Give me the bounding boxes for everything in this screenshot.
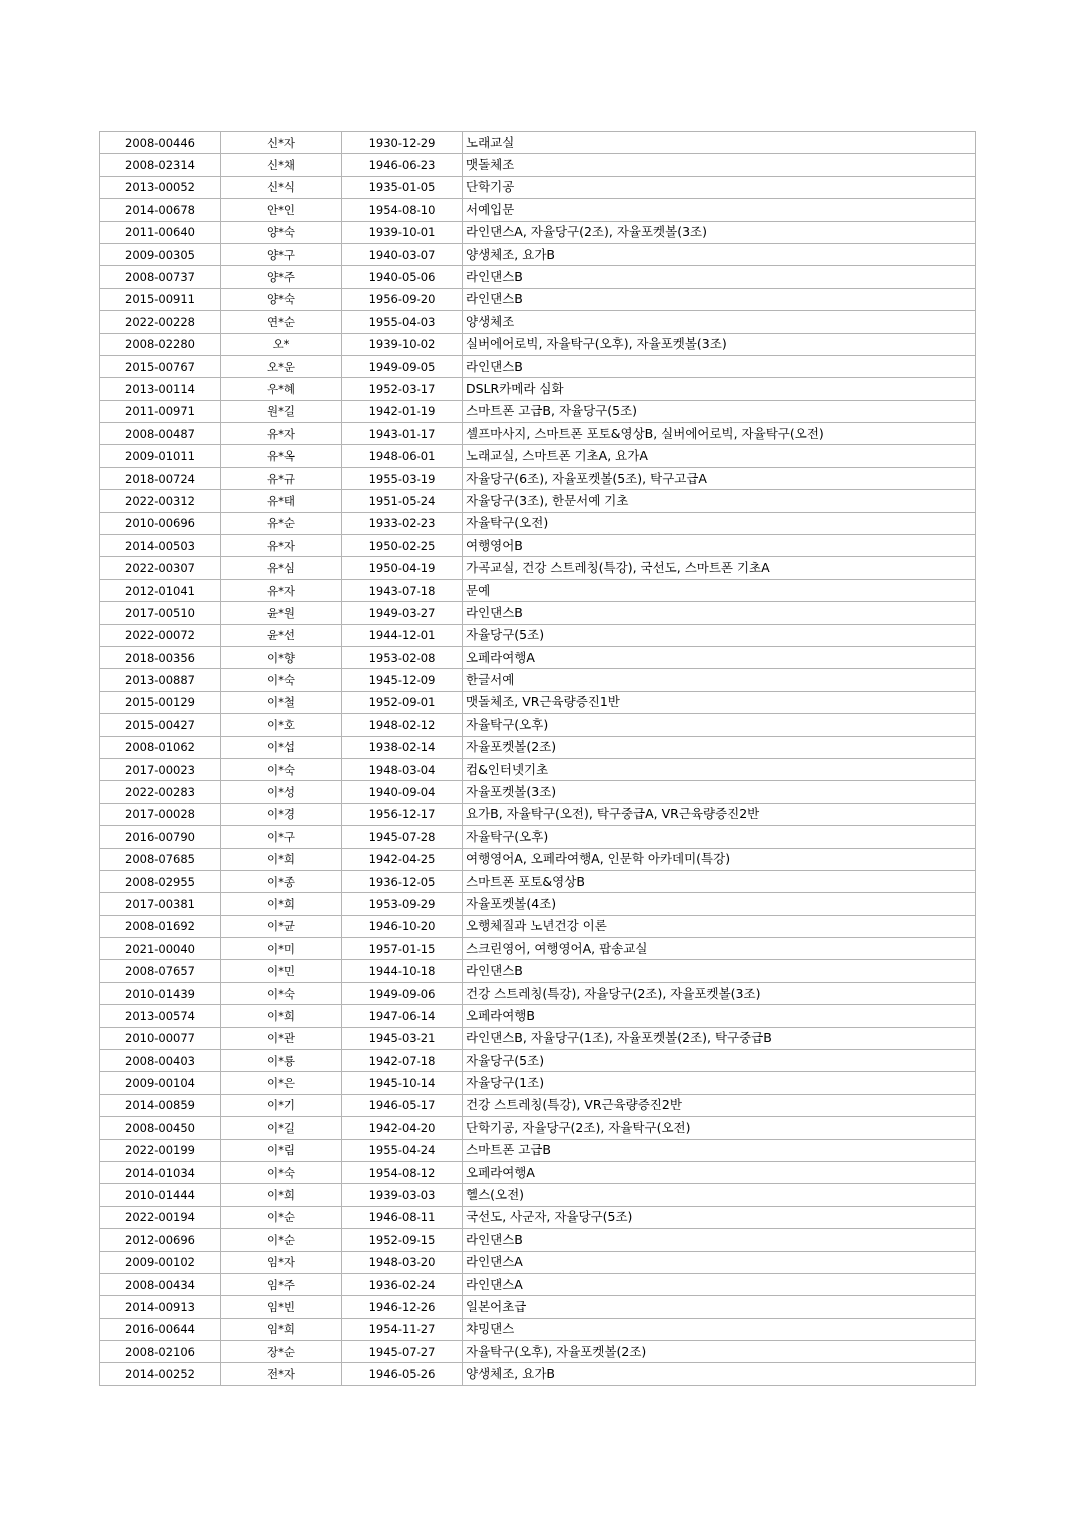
- programs-cell: 맷돌체조: [463, 154, 976, 176]
- programs-cell: 자율포켓볼(2조): [463, 736, 976, 758]
- birth-date-cell: 1956-12-17: [342, 803, 463, 825]
- member-name-cell: 오*: [221, 333, 342, 355]
- member-name-cell: 이*관: [221, 1027, 342, 1049]
- table-row: [100, 893, 976, 915]
- birth-date-cell: 1939-10-01: [342, 221, 463, 243]
- table-row: [100, 490, 976, 512]
- birth-date-cell: 1942-07-18: [342, 1050, 463, 1072]
- member-id-cell: 2014-00913: [100, 1296, 221, 1318]
- birth-date-cell: 1944-12-01: [342, 624, 463, 646]
- member-id-cell: 2021-00040: [100, 938, 221, 960]
- member-id-cell: 2022-00312: [100, 490, 221, 512]
- birth-date-cell: 1955-04-24: [342, 1139, 463, 1161]
- member-name-cell: 임*주: [221, 1273, 342, 1295]
- member-id-cell: 2022-00283: [100, 781, 221, 803]
- programs-cell: 라인댄스B: [463, 355, 976, 377]
- table-row: [100, 669, 976, 691]
- member-name-cell: 이*종: [221, 870, 342, 892]
- member-name-cell: 신*식: [221, 176, 342, 198]
- birth-date-cell: 1945-07-28: [342, 826, 463, 848]
- programs-cell: DSLR카메라 심화: [463, 378, 976, 400]
- member-id-cell: 2011-00640: [100, 221, 221, 243]
- table-row: [100, 1117, 976, 1139]
- member-id-cell: 2013-00052: [100, 176, 221, 198]
- birth-date-cell: 1947-06-14: [342, 1005, 463, 1027]
- member-name-cell: 이*호: [221, 714, 342, 736]
- table-row: [100, 378, 976, 400]
- table-row: [100, 982, 976, 1004]
- member-name-cell: 이*균: [221, 915, 342, 937]
- programs-cell: 자율당구(1조): [463, 1072, 976, 1094]
- table-row: [100, 355, 976, 377]
- programs-cell: 오페라여행A: [463, 646, 976, 668]
- member-name-cell: 이*숙: [221, 1161, 342, 1183]
- table-row: [100, 646, 976, 668]
- programs-cell: 라인댄스B: [463, 602, 976, 624]
- member-name-cell: 임*자: [221, 1251, 342, 1273]
- table-row: [100, 915, 976, 937]
- member-name-cell: 이*숙: [221, 669, 342, 691]
- table-row: [100, 400, 976, 422]
- birth-date-cell: 1950-02-25: [342, 535, 463, 557]
- programs-cell: 자율탁구(오전): [463, 512, 976, 534]
- table-row: [100, 333, 976, 355]
- birth-date-cell: 1955-04-03: [342, 311, 463, 333]
- member-id-cell: 2008-00434: [100, 1273, 221, 1295]
- programs-cell: 양생체조, 요가B: [463, 1363, 976, 1385]
- table-row: [100, 1206, 976, 1228]
- member-id-cell: 2012-01041: [100, 579, 221, 601]
- member-id-cell: 2016-00790: [100, 826, 221, 848]
- member-id-cell: 2016-00644: [100, 1318, 221, 1340]
- member-id-cell: 2008-02280: [100, 333, 221, 355]
- member-name-cell: 전*자: [221, 1363, 342, 1385]
- member-name-cell: 이*희: [221, 1184, 342, 1206]
- table-row: [100, 243, 976, 265]
- member-id-cell: 2008-02314: [100, 154, 221, 176]
- member-name-cell: 이*순: [221, 1206, 342, 1228]
- birth-date-cell: 1945-12-09: [342, 669, 463, 691]
- table-row: [100, 176, 976, 198]
- table-row: [100, 1229, 976, 1251]
- table-row: [100, 1273, 976, 1295]
- birth-date-cell: 1939-10-02: [342, 333, 463, 355]
- birth-date-cell: 1955-03-19: [342, 467, 463, 489]
- member-name-cell: 이*민: [221, 960, 342, 982]
- birth-date-cell: 1953-02-08: [342, 646, 463, 668]
- table-row: [100, 1027, 976, 1049]
- table-row: [100, 1094, 976, 1116]
- programs-cell: 오페라여행A: [463, 1161, 976, 1183]
- programs-cell: 양생체조, 요가B: [463, 243, 976, 265]
- member-id-cell: 2008-00446: [100, 132, 221, 154]
- member-name-cell: 유*옥: [221, 445, 342, 467]
- member-id-cell: 2013-00114: [100, 378, 221, 400]
- programs-cell: 자율탁구(오후): [463, 714, 976, 736]
- member-name-cell: 임*희: [221, 1318, 342, 1340]
- member-name-cell: 유*자: [221, 579, 342, 601]
- member-name-cell: 안*인: [221, 199, 342, 221]
- member-id-cell: 2008-01692: [100, 915, 221, 937]
- table-row: [100, 311, 976, 333]
- member-id-cell: 2018-00356: [100, 646, 221, 668]
- member-id-cell: 2008-07685: [100, 848, 221, 870]
- member-id-cell: 2015-00911: [100, 288, 221, 310]
- birth-date-cell: 1954-08-10: [342, 199, 463, 221]
- member-name-cell: 임*빈: [221, 1296, 342, 1318]
- member-id-cell: 2017-00510: [100, 602, 221, 624]
- programs-cell: 일본어초급: [463, 1296, 976, 1318]
- member-id-cell: 2017-00381: [100, 893, 221, 915]
- table-row: [100, 826, 976, 848]
- member-id-cell: 2008-00450: [100, 1117, 221, 1139]
- birth-date-cell: 1939-03-03: [342, 1184, 463, 1206]
- birth-date-cell: 1949-09-05: [342, 355, 463, 377]
- birth-date-cell: 1946-10-20: [342, 915, 463, 937]
- programs-cell: 자율당구(3조), 한문서예 기초: [463, 490, 976, 512]
- programs-cell: 라인댄스B: [463, 1229, 976, 1251]
- member-id-cell: 2010-01444: [100, 1184, 221, 1206]
- programs-cell: 여행영어B: [463, 535, 976, 557]
- birth-date-cell: 1945-10-14: [342, 1072, 463, 1094]
- programs-cell: 오페라여행B: [463, 1005, 976, 1027]
- member-id-cell: 2017-00023: [100, 758, 221, 780]
- member-table: [99, 131, 976, 1386]
- birth-date-cell: 1948-02-12: [342, 714, 463, 736]
- programs-cell: 라인댄스B: [463, 288, 976, 310]
- programs-cell: 라인댄스A, 자율당구(2조), 자율포켓볼(3조): [463, 221, 976, 243]
- member-name-cell: 이*룡: [221, 1050, 342, 1072]
- table-row: [100, 1161, 976, 1183]
- member-id-cell: 2017-00028: [100, 803, 221, 825]
- member-name-cell: 유*순: [221, 512, 342, 534]
- member-name-cell: 양*구: [221, 243, 342, 265]
- birth-date-cell: 1952-03-17: [342, 378, 463, 400]
- table-row: [100, 691, 976, 713]
- member-id-cell: 2014-00678: [100, 199, 221, 221]
- member-id-cell: 2015-00129: [100, 691, 221, 713]
- member-id-cell: 2010-01439: [100, 982, 221, 1004]
- member-name-cell: 오*운: [221, 355, 342, 377]
- birth-date-cell: 1940-05-06: [342, 266, 463, 288]
- member-name-cell: 이*섭: [221, 736, 342, 758]
- birth-date-cell: 1950-04-19: [342, 557, 463, 579]
- table-row: [100, 1341, 976, 1363]
- programs-cell: 한글서예: [463, 669, 976, 691]
- programs-cell: 실버에어로빅, 자율탁구(오후), 자율포켓볼(3조): [463, 333, 976, 355]
- birth-date-cell: 1936-02-24: [342, 1273, 463, 1295]
- member-name-cell: 이*길: [221, 1117, 342, 1139]
- member-id-cell: 2022-00072: [100, 624, 221, 646]
- member-id-cell: 2008-00487: [100, 423, 221, 445]
- programs-cell: 자율포켓볼(3조): [463, 781, 976, 803]
- programs-cell: 단학기공: [463, 176, 976, 198]
- member-id-cell: 2014-01034: [100, 1161, 221, 1183]
- programs-cell: 라인댄스B: [463, 960, 976, 982]
- programs-cell: 라인댄스B: [463, 266, 976, 288]
- member-id-cell: 2018-00724: [100, 467, 221, 489]
- member-name-cell: 이*순: [221, 1229, 342, 1251]
- programs-cell: 가곡교실, 건강 스트레칭(특강), 국선도, 스마트폰 기초A: [463, 557, 976, 579]
- table-row: [100, 221, 976, 243]
- member-name-cell: 이*숙: [221, 982, 342, 1004]
- birth-date-cell: 1936-12-05: [342, 870, 463, 892]
- programs-cell: 문예: [463, 579, 976, 601]
- table-row: [100, 1251, 976, 1273]
- table-row: [100, 781, 976, 803]
- table-row: [100, 736, 976, 758]
- member-name-cell: 이*경: [221, 803, 342, 825]
- table-row: [100, 803, 976, 825]
- birth-date-cell: 1954-08-12: [342, 1161, 463, 1183]
- birth-date-cell: 1951-05-24: [342, 490, 463, 512]
- table-row: [100, 154, 976, 176]
- table-row: [100, 870, 976, 892]
- member-id-cell: 2008-02955: [100, 870, 221, 892]
- table-row: [100, 132, 976, 154]
- member-id-cell: 2010-00696: [100, 512, 221, 534]
- table-row: [100, 624, 976, 646]
- birth-date-cell: 1942-01-19: [342, 400, 463, 422]
- member-name-cell: 양*숙: [221, 288, 342, 310]
- birth-date-cell: 1948-03-20: [342, 1251, 463, 1273]
- member-name-cell: 이*림: [221, 1139, 342, 1161]
- birth-date-cell: 1956-09-20: [342, 288, 463, 310]
- birth-date-cell: 1946-12-26: [342, 1296, 463, 1318]
- birth-date-cell: 1946-06-23: [342, 154, 463, 176]
- programs-cell: 건강 스트레칭(특강), VR근육량증진2반: [463, 1094, 976, 1116]
- member-id-cell: 2014-00503: [100, 535, 221, 557]
- member-id-cell: 2014-00252: [100, 1363, 221, 1385]
- member-name-cell: 유*자: [221, 423, 342, 445]
- table-row: [100, 579, 976, 601]
- member-name-cell: 이*희: [221, 893, 342, 915]
- programs-cell: 헬스(오전): [463, 1184, 976, 1206]
- programs-cell: 단학기공, 자율당구(2조), 자율탁구(오전): [463, 1117, 976, 1139]
- programs-cell: 노래교실, 스마트폰 기초A, 요가A: [463, 445, 976, 467]
- birth-date-cell: 1945-03-21: [342, 1027, 463, 1049]
- member-id-cell: 2013-00574: [100, 1005, 221, 1027]
- table-row: [100, 1318, 976, 1340]
- member-id-cell: 2008-00737: [100, 266, 221, 288]
- member-name-cell: 이*은: [221, 1072, 342, 1094]
- member-name-cell: 우*혜: [221, 378, 342, 400]
- member-id-cell: 2022-00228: [100, 311, 221, 333]
- birth-date-cell: 1954-11-27: [342, 1318, 463, 1340]
- member-name-cell: 이*구: [221, 826, 342, 848]
- birth-date-cell: 1945-07-27: [342, 1341, 463, 1363]
- member-id-cell: 2009-00104: [100, 1072, 221, 1094]
- programs-cell: 요가B, 자율탁구(오전), 탁구중급A, VR근육량증진2반: [463, 803, 976, 825]
- programs-cell: 노래교실: [463, 132, 976, 154]
- birth-date-cell: 1953-09-29: [342, 893, 463, 915]
- member-id-cell: 2022-00199: [100, 1139, 221, 1161]
- birth-date-cell: 1948-03-04: [342, 758, 463, 780]
- birth-date-cell: 1949-03-27: [342, 602, 463, 624]
- member-id-cell: 2008-00403: [100, 1050, 221, 1072]
- programs-cell: 자율포켓볼(4조): [463, 893, 976, 915]
- programs-cell: 스마트폰 포토&영상B: [463, 870, 976, 892]
- programs-cell: 자율당구(5조): [463, 624, 976, 646]
- table-row: [100, 445, 976, 467]
- birth-date-cell: 1948-06-01: [342, 445, 463, 467]
- member-id-cell: 2011-00971: [100, 400, 221, 422]
- programs-cell: 맷돌체조, VR근육량증진1반: [463, 691, 976, 713]
- table-row: [100, 557, 976, 579]
- member-name-cell: 이*성: [221, 781, 342, 803]
- programs-cell: 스크린영어, 여행영어A, 팝송교실: [463, 938, 976, 960]
- birth-date-cell: 1942-04-20: [342, 1117, 463, 1139]
- member-id-cell: 2008-07657: [100, 960, 221, 982]
- birth-date-cell: 1930-12-29: [342, 132, 463, 154]
- table-row: [100, 758, 976, 780]
- member-id-cell: 2013-00887: [100, 669, 221, 691]
- table-row: [100, 1296, 976, 1318]
- member-name-cell: 이*희: [221, 848, 342, 870]
- member-name-cell: 유*심: [221, 557, 342, 579]
- table-row: [100, 1005, 976, 1027]
- member-name-cell: 이*기: [221, 1094, 342, 1116]
- programs-cell: 스마트폰 고급B, 자율당구(5조): [463, 400, 976, 422]
- table-row: [100, 1139, 976, 1161]
- member-name-cell: 양*주: [221, 266, 342, 288]
- programs-cell: 라인댄스A: [463, 1251, 976, 1273]
- member-name-cell: 이*철: [221, 691, 342, 713]
- programs-cell: 여행영어A, 오페라여행A, 인문학 아카데미(특강): [463, 848, 976, 870]
- birth-date-cell: 1946-05-17: [342, 1094, 463, 1116]
- programs-cell: 국선도, 사군자, 자율당구(5조): [463, 1206, 976, 1228]
- birth-date-cell: 1943-07-18: [342, 579, 463, 601]
- member-id-cell: 2009-01011: [100, 445, 221, 467]
- member-id-cell: 2008-01062: [100, 736, 221, 758]
- programs-cell: 컴&인터넷기초: [463, 758, 976, 780]
- birth-date-cell: 1957-01-15: [342, 938, 463, 960]
- programs-cell: 라인댄스B, 자율당구(1조), 자율포켓볼(2조), 탁구중급B: [463, 1027, 976, 1049]
- table-row: [100, 714, 976, 736]
- programs-cell: 서예입문: [463, 199, 976, 221]
- member-name-cell: 신*자: [221, 132, 342, 154]
- programs-cell: 챠밍댄스: [463, 1318, 976, 1340]
- programs-cell: 자율당구(5조): [463, 1050, 976, 1072]
- member-name-cell: 유*규: [221, 467, 342, 489]
- member-name-cell: 연*순: [221, 311, 342, 333]
- table-row: [100, 199, 976, 221]
- member-id-cell: 2009-00305: [100, 243, 221, 265]
- member-name-cell: 윤*선: [221, 624, 342, 646]
- table-row: [100, 938, 976, 960]
- table-row: [100, 960, 976, 982]
- programs-cell: 라인댄스A: [463, 1273, 976, 1295]
- member-name-cell: 신*채: [221, 154, 342, 176]
- birth-date-cell: 1952-09-15: [342, 1229, 463, 1251]
- birth-date-cell: 1940-09-04: [342, 781, 463, 803]
- member-id-cell: 2008-02106: [100, 1341, 221, 1363]
- member-name-cell: 윤*원: [221, 602, 342, 624]
- birth-date-cell: 1949-09-06: [342, 982, 463, 1004]
- table-row: [100, 266, 976, 288]
- member-id-cell: 2009-00102: [100, 1251, 221, 1273]
- member-id-cell: 2015-00427: [100, 714, 221, 736]
- member-name-cell: 장*순: [221, 1341, 342, 1363]
- member-table-body: [100, 132, 976, 1386]
- member-id-cell: 2010-00077: [100, 1027, 221, 1049]
- member-name-cell: 양*숙: [221, 221, 342, 243]
- programs-cell: 자율탁구(오후): [463, 826, 976, 848]
- table-row: [100, 1072, 976, 1094]
- table-row: [100, 602, 976, 624]
- table-row: [100, 535, 976, 557]
- member-id-cell: 2014-00859: [100, 1094, 221, 1116]
- programs-cell: 자율탁구(오후), 자율포켓볼(2조): [463, 1341, 976, 1363]
- table-row: [100, 467, 976, 489]
- birth-date-cell: 1952-09-01: [342, 691, 463, 713]
- member-name-cell: 이*희: [221, 1005, 342, 1027]
- birth-date-cell: 1944-10-18: [342, 960, 463, 982]
- member-name-cell: 이*향: [221, 646, 342, 668]
- member-id-cell: 2022-00307: [100, 557, 221, 579]
- table-row: [100, 848, 976, 870]
- programs-cell: 스마트폰 고급B: [463, 1139, 976, 1161]
- member-id-cell: 2022-00194: [100, 1206, 221, 1228]
- table-row: [100, 1184, 976, 1206]
- birth-date-cell: 1935-01-05: [342, 176, 463, 198]
- table-row: [100, 423, 976, 445]
- birth-date-cell: 1940-03-07: [342, 243, 463, 265]
- member-name-cell: 원*길: [221, 400, 342, 422]
- member-name-cell: 유*태: [221, 490, 342, 512]
- programs-cell: 건강 스트레칭(특강), 자율당구(2조), 자율포켓볼(3조): [463, 982, 976, 1004]
- birth-date-cell: 1946-08-11: [342, 1206, 463, 1228]
- member-id-cell: 2012-00696: [100, 1229, 221, 1251]
- member-name-cell: 이*숙: [221, 758, 342, 780]
- birth-date-cell: 1933-02-23: [342, 512, 463, 534]
- table-row: [100, 1050, 976, 1072]
- birth-date-cell: 1943-01-17: [342, 423, 463, 445]
- programs-cell: 자율당구(6조), 자율포켓볼(5조), 탁구고급A: [463, 467, 976, 489]
- birth-date-cell: 1946-05-26: [342, 1363, 463, 1385]
- table-row: [100, 288, 976, 310]
- table-row: [100, 1363, 976, 1385]
- member-id-cell: 2015-00767: [100, 355, 221, 377]
- programs-cell: 오행체질과 노년건강 이론: [463, 915, 976, 937]
- programs-cell: 양생체조: [463, 311, 976, 333]
- member-name-cell: 이*미: [221, 938, 342, 960]
- birth-date-cell: 1942-04-25: [342, 848, 463, 870]
- programs-cell: 셀프마사지, 스마트폰 포토&영상B, 실버에어로빅, 자율탁구(오전): [463, 423, 976, 445]
- table-row: [100, 512, 976, 534]
- member-name-cell: 유*자: [221, 535, 342, 557]
- birth-date-cell: 1938-02-14: [342, 736, 463, 758]
